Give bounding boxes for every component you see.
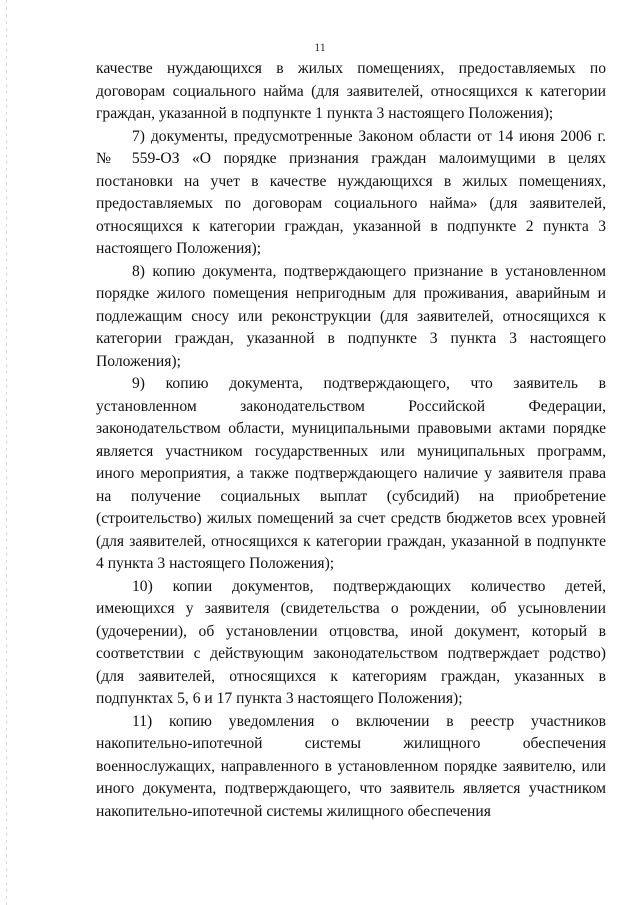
paragraph-item-8: 8) копию документа, подтверждающего признание в установленном порядке жилого помещения непригодным для проживания, аварийным и подлежащим сносу или реконструкции (для заявителей, относящихся к категории граждан, указанной в подпункте 3 пункта 3 настоящего Положения); [96, 262, 606, 370]
paragraph-item-9: 9) копию документа, подтверждающего, что заявитель в установленном законодательством Российской Федерации, законодательством области, муниципальными правовыми актами порядке является участником государственных или муниципальных программ, иного мероприятия, а также подтверждающего наличие у заявителя права на получение социальных выплат (субсидий) на приобретение (строительство) жилых помещений за счет средств бюджетов всех уровней (для заявителей, относящихся к категории граждан, указанной в подпункте 4 пункта 3 настоящего Положения); [96, 375, 606, 572]
paragraph-item-7: 7) документы, предусмотренные Законом области от 14 июня 2006 г. № 559-ОЗ «О порядке признания граждан малоимущими в целях постановки на учет в качестве нуждающихся в жилых помещениях, предоставляемых по договорам социального найма» (для заявителей, относящихся к категории граждан, указанной в подпункте 2 пункта 3 настоящего Положения); [96, 127, 606, 257]
scan-edge [6, 0, 7, 905]
paragraph-item-11: 11) копию уведомления о включении в реестр участников накопительно-ипотечной системы жилищного обеспечения военнослужащих, направленного в установленном порядке заявителю, или иного документа, подтверждающего, что заявитель является участником накопительно-ипотечной системы жилищного обеспечения [96, 712, 606, 820]
paragraph-item-10: 10) копии документов, подтверждающих количество детей, имеющихся у заявителя (свидетельства о рождении, об усыновлении (удочерении), об установлении отцовства, иной документ, который в соответствии с действующим законодательством подтверждает родство) (для заявителей, относящихся к категориям граждан, указанных в подпунктах 5, 6 и 17 пункта 3 настоящего Положения); [96, 577, 606, 707]
page-number: 11 [314, 40, 326, 54]
paragraph-continuation: качестве нуждающихся в жилых помещениях, предоставляемых по договорам социального найма (для заявителей, относящихся к категории граждан, указанной в подпункте 1 пункта 3 настоящего Положения); [96, 60, 606, 122]
document-body [96, 58, 606, 823]
